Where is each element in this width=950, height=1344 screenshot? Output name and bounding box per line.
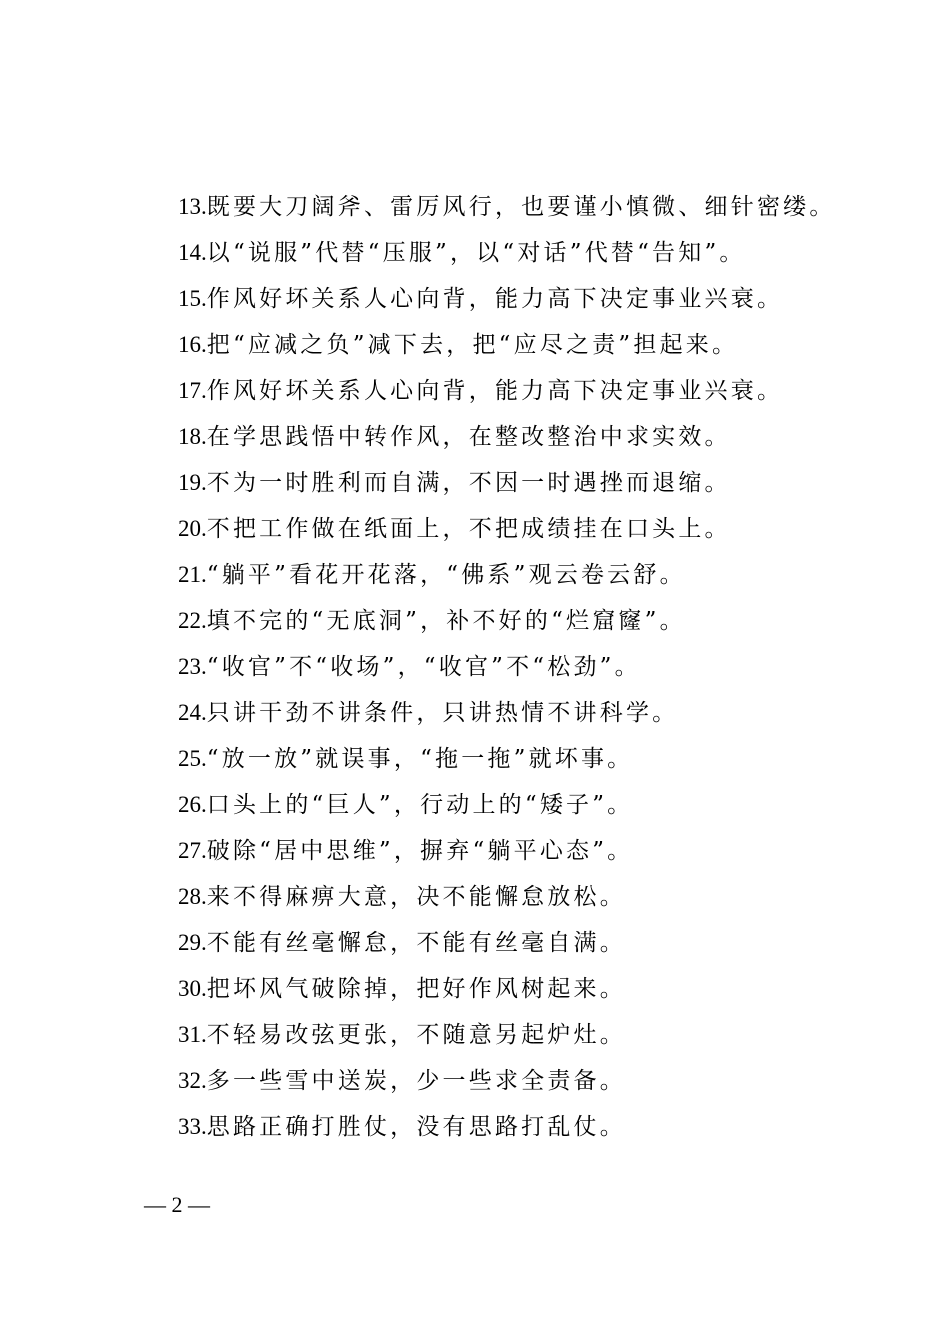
list-item xyxy=(178,1058,878,1104)
item-number: 28. xyxy=(178,884,207,909)
list-item xyxy=(178,184,878,230)
list-item xyxy=(178,506,878,552)
list-item xyxy=(178,322,878,368)
item-number: 21. xyxy=(178,562,207,587)
item-number: 15. xyxy=(178,286,207,311)
item-text: 把“应减之负”减下去，把“应尽之责”担起来。 xyxy=(206,332,739,358)
item-number: 17. xyxy=(178,378,207,403)
item-text: 既要大刀阔斧、雷厉风行，也要谨小慎微、细针密缕。 xyxy=(206,194,836,220)
page-number: — 2 — xyxy=(144,1192,210,1217)
item-number: 24. xyxy=(178,700,207,725)
item-text: 以“说服”代替“压服”，以“对话”代替“告知”。 xyxy=(206,240,746,266)
list-item xyxy=(178,276,878,322)
item-text: 不把工作做在纸面上，不把成绩挂在口头上。 xyxy=(206,516,731,542)
item-text: 多一些雪中送炭，少一些求全责备。 xyxy=(206,1068,626,1094)
item-number: 20. xyxy=(178,516,207,541)
item-number: 14. xyxy=(178,240,207,265)
list-item xyxy=(178,368,878,414)
item-text: 不轻易改弦更张，不随意另起炉灶。 xyxy=(206,1022,626,1048)
item-number: 33. xyxy=(178,1114,207,1139)
slogan-list xyxy=(178,184,878,1150)
item-text: 不为一时胜利而自满，不因一时遇挫而退缩。 xyxy=(206,470,731,496)
item-text: 口头上的“巨人”，行动上的“矮子”。 xyxy=(206,792,634,818)
list-item xyxy=(178,644,878,690)
item-text: “躺平”看花开花落，“佛系”观云卷云舒。 xyxy=(206,562,686,588)
list-item xyxy=(178,414,878,460)
item-text: 思路正确打胜仗，没有思路打乱仗。 xyxy=(206,1114,626,1140)
item-number: 30. xyxy=(178,976,207,1001)
item-number: 31. xyxy=(178,1022,207,1047)
list-item xyxy=(178,966,878,1012)
item-number: 27. xyxy=(178,838,207,863)
list-item xyxy=(178,460,878,506)
item-number: 25. xyxy=(178,746,207,771)
item-text: 不能有丝毫懈怠，不能有丝毫自满。 xyxy=(206,930,626,956)
list-item xyxy=(178,736,878,782)
item-number: 26. xyxy=(178,792,207,817)
item-number: 18. xyxy=(178,424,207,449)
list-item xyxy=(178,1104,878,1150)
item-number: 32. xyxy=(178,1068,207,1093)
item-text: 作风好坏关系人心向背，能力高下决定事业兴衰。 xyxy=(206,286,784,312)
list-item xyxy=(178,598,878,644)
list-item xyxy=(178,1012,878,1058)
item-number: 23. xyxy=(178,654,207,679)
item-number: 22. xyxy=(178,608,207,633)
item-number: 29. xyxy=(178,930,207,955)
item-text: 作风好坏关系人心向背，能力高下决定事业兴衰。 xyxy=(206,378,784,404)
list-item xyxy=(178,230,878,276)
item-text: 只讲干劲不讲条件，只讲热情不讲科学。 xyxy=(206,700,679,726)
list-item xyxy=(178,828,878,874)
item-text: 填不完的“无底洞”，补不好的“烂窟窿”。 xyxy=(206,608,686,634)
item-text: 在学思践悟中转作风，在整改整治中求实效。 xyxy=(206,424,731,450)
list-item xyxy=(178,690,878,736)
list-item xyxy=(178,920,878,966)
item-text: 破除“居中思维”，摒弃“躺平心态”。 xyxy=(206,838,634,864)
item-number: 16. xyxy=(178,332,207,357)
list-item xyxy=(178,782,878,828)
item-text: “放一放”就误事，“拖一拖”就坏事。 xyxy=(206,746,634,772)
item-text: “收官”不“收场”，“收官”不“松劲”。 xyxy=(206,654,641,680)
item-text: 把坏风气破除掉，把好作风树起来。 xyxy=(206,976,626,1002)
list-item xyxy=(178,552,878,598)
item-text: 来不得麻痹大意，决不能懈怠放松。 xyxy=(206,884,626,910)
item-number: 13. xyxy=(178,194,207,219)
list-item xyxy=(178,874,878,920)
item-number: 19. xyxy=(178,470,207,495)
